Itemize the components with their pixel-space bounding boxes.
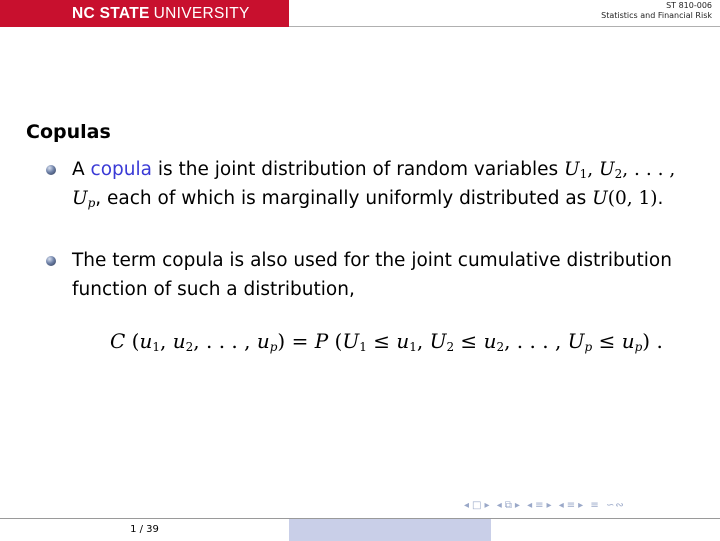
nav-left-arrow-icon[interactable]: ◂ xyxy=(558,500,565,511)
nav-right-arrow-icon[interactable]: ▸ xyxy=(514,500,521,511)
nav-right-arrow-icon[interactable]: ▸ xyxy=(484,500,491,511)
nav-left-arrow-icon[interactable]: ◂ xyxy=(496,500,503,511)
copula-term: copula xyxy=(90,159,152,180)
nav-right-arrow-icon[interactable]: ▸ xyxy=(578,500,585,511)
bullet-text-1: A copula is the joint distribution of random variables $U_1$, $U_2$, . . . , $U_p$, each of which is marginally uniformly distributed as U(0, 1). xyxy=(72,159,676,210)
search-icon[interactable]: ∽∾ xyxy=(605,500,625,511)
bullet-icon xyxy=(46,165,56,175)
course-info xyxy=(289,0,720,27)
copula-equation: C ($u_1$, $u_2$, . . . , $u_p) = P$ ($U_1 \le u_1$, $U_2 \le u_2$, . . . , $U_p \le u_p$) . xyxy=(110,329,663,354)
frame-icon[interactable]: □ xyxy=(472,500,483,511)
nav-left-arrow-icon[interactable]: ◂ xyxy=(527,500,534,511)
bullet-icon xyxy=(46,256,56,266)
doc-icon[interactable]: ⧉ xyxy=(504,500,513,511)
logo-bold-text: NC STATE xyxy=(72,4,150,22)
bullet1-part-b: is the joint distribution of random variables xyxy=(151,159,559,180)
nav-left-arrow-icon[interactable]: ◂ xyxy=(464,500,471,511)
align-icon[interactable]: ≡ xyxy=(590,500,600,511)
section-icon[interactable]: ≡ xyxy=(535,500,545,511)
page-number: 1 / 39 xyxy=(130,524,159,535)
variables-math: $U_1$, $U_2$, . . . , $U_p$ xyxy=(72,159,676,210)
subsection-icon[interactable]: ≡ xyxy=(566,500,577,511)
footer-band xyxy=(289,519,491,541)
nav-right-arrow-icon[interactable]: ▸ xyxy=(546,500,553,511)
bullet1-part-a: A xyxy=(72,159,91,180)
slide-title: Copulas xyxy=(26,121,111,143)
beamer-navigation xyxy=(464,500,627,511)
course-title: Statistics and Financial Risk xyxy=(601,11,712,20)
header-bar xyxy=(0,0,720,27)
course-code: ST 810-006 xyxy=(666,1,712,10)
bullet-text-2: The term copula is also used for the joint cumulative distribution function of such a distribution, xyxy=(72,250,672,300)
bullet1-part-c: , each of which is marginally uniformly distributed as xyxy=(95,188,593,209)
university-banner xyxy=(0,0,289,27)
uniform-math: U(0, 1) xyxy=(592,188,658,209)
header-divider xyxy=(289,26,720,27)
logo-light-text: UNIVERSITY xyxy=(153,4,250,22)
university-logo xyxy=(72,5,250,23)
